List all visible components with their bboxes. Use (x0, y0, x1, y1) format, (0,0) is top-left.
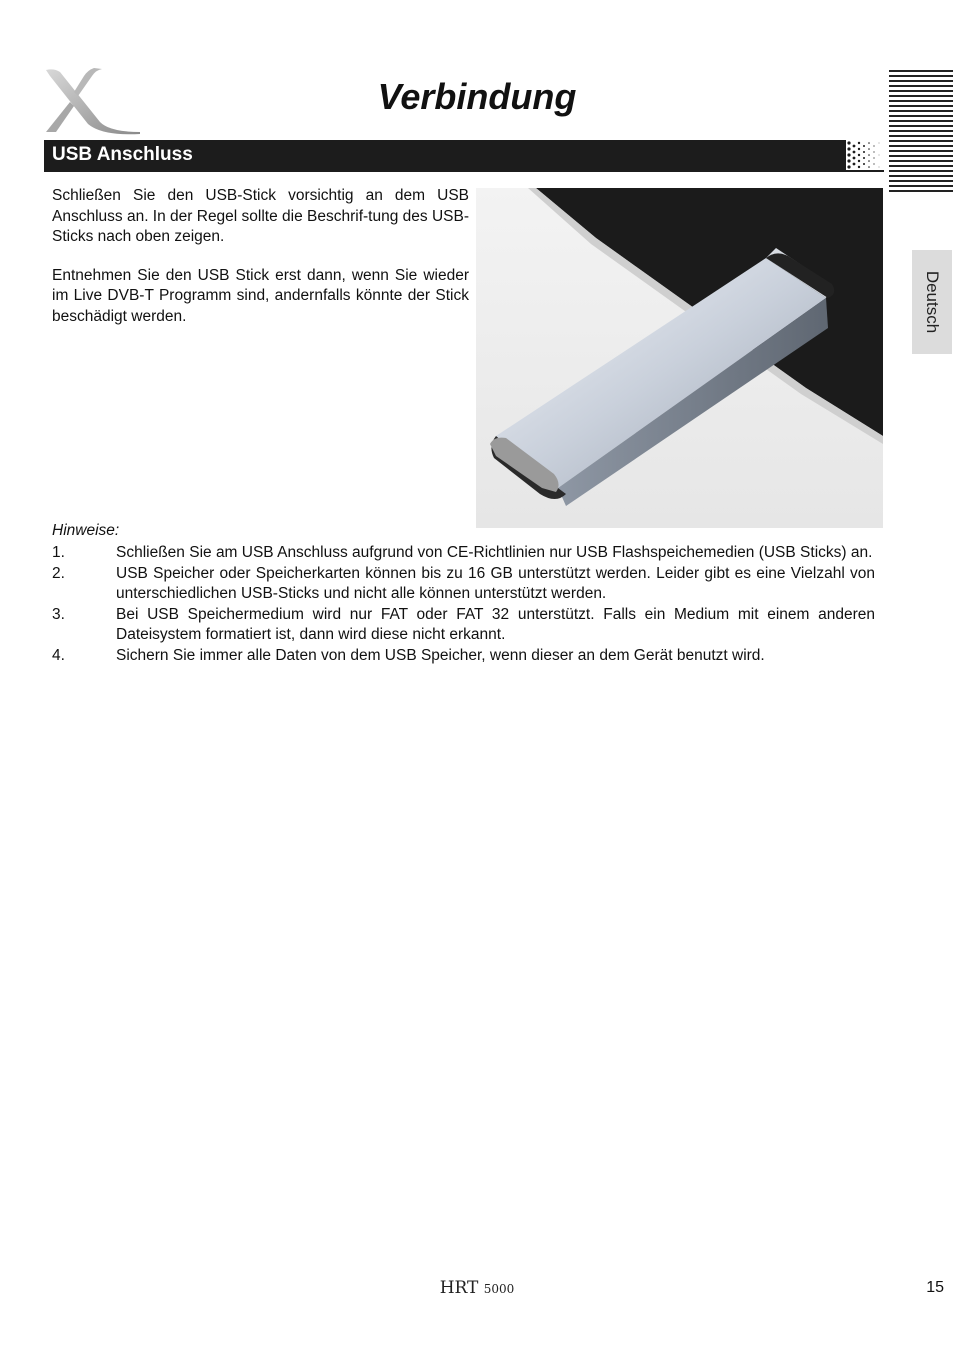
list-item-text: USB Speicher oder Speicherkarten können bis zu 16 GB unterstützt werden. Leider gibt es eine Vielzahl von unterschiedlichen USB-Sticks und nicht alle können unterstützt werden. (116, 564, 875, 602)
list-item-number: 3. (52, 605, 65, 623)
language-tab (912, 250, 952, 354)
list-item-number: 1. (52, 544, 65, 561)
page-number: 15 (926, 1279, 944, 1296)
list-item-text: Bei USB Speichermedium wird nur FAT oder FAT 32 unterstützt. Falls ein Medium mit einem anderen Dateisystem formatiert ist, dann wird diese nicht erkannt. (116, 605, 875, 643)
section-underline (44, 170, 884, 172)
list-item-number: 4. (52, 646, 65, 664)
list-item-number: 2. (52, 564, 65, 582)
notes-list (52, 543, 875, 666)
decorative-stripes (889, 70, 953, 196)
list-item (52, 543, 875, 564)
list-item (52, 564, 875, 605)
list-item (52, 646, 875, 667)
section-title: USB Anschluss (52, 144, 193, 165)
intro-text (52, 186, 469, 345)
footer-brand-name: HRT (439, 1278, 479, 1298)
list-item (52, 605, 875, 646)
usb-stick-photo (476, 188, 883, 528)
footer-brand (0, 1278, 954, 1298)
notes-heading: Hinweise: (52, 522, 120, 539)
list-item-text: Sichern Sie immer alle Daten von dem USB Speicher, wenn dieser an dem Gerät benutzt wird. (116, 646, 765, 664)
halftone-dots-icon (840, 140, 884, 170)
section-header (44, 140, 884, 170)
page-title: Verbindung (377, 76, 577, 117)
footer-model: 5000 (483, 1282, 515, 1296)
language-tab-label: Deutsch (923, 270, 942, 334)
list-item-text: Schließen Sie am USB Anschluss aufgrund von CE-Richtlinien nur USB Flashspeichemedien (USB Sticks) an. (116, 544, 873, 561)
intro-paragraph-1: Schließen Sie den USB-Stick vorsichtig an dem USB Anschluss an. In der Regel sollte die Beschrif-tung des USB-Sticks nach oben zeigen. (52, 187, 469, 245)
intro-paragraph-2: Entnehmen Sie den USB Stick erst dann, wenn Sie wieder im Live DVB-T Programm sind, andernfalls könnte der Stick beschädigt werden. (52, 266, 469, 325)
